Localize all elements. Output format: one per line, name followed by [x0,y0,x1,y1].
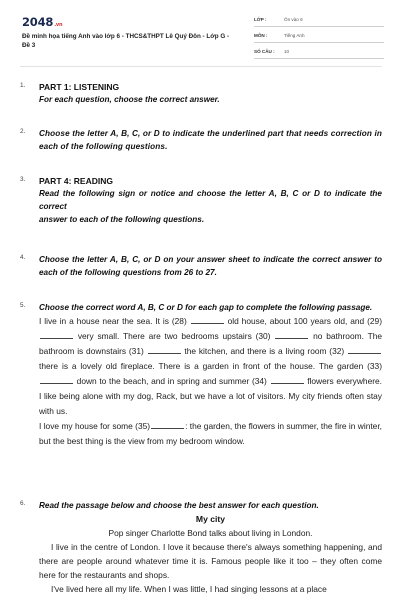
instruction-line: answer to each of the following questions. [39,215,205,224]
question-4 [20,253,382,279]
question-number: 2. [20,128,26,135]
gap-31-blank[interactable] [148,347,181,354]
meta-count-row [254,46,384,59]
brand-logo[interactable]: 2048.vn [22,15,63,29]
instruction-line: Read the following sign or notice and choose the letter A, B, C or D to indicate the correct [39,189,382,211]
gap-35-blank[interactable] [151,422,184,429]
question-6 [20,499,382,596]
question-number: 4. [20,254,26,261]
meta-class-row [254,14,384,27]
meta-subject-value: Tiếng Anh [284,33,305,38]
question-instruction: Read the passage below and choose the best answer for each question. [39,501,319,510]
gap-30-blank[interactable] [275,332,308,339]
passage-heading: My city [195,514,226,524]
question-number: 6. [20,500,26,507]
meta-class-value: Ôn vào 6 [284,17,303,22]
document-meta [254,14,384,62]
question-instruction: Choose the letter A, B, C, or D on your answer sheet to indicate the correct answer to each of the following questions from 26 to 27. [39,255,382,277]
meta-subject-row [254,30,384,43]
meta-count-value: 10 [284,49,290,54]
question-instruction: For each question, choose the correct answer. [39,95,220,104]
question-title: PART 4: READING [39,176,113,186]
gap-29-blank[interactable] [40,332,73,339]
question-instruction: Choose the correct word A, B, C or D for each gap to complete the following passage. [39,303,373,312]
reading-passage [39,540,382,596]
question-5 [20,301,382,449]
gap-34-blank[interactable] [271,377,304,384]
question-number: 1. [20,82,26,89]
header-divider [20,66,382,67]
question-title: PART 1: LISTENING [39,82,120,92]
question-2 [20,127,382,153]
passage-subheading: Pop singer Charlotte Bond talks about living in London. [108,528,313,538]
meta-subject-label: MÔN : [254,33,268,38]
question-1 [20,81,382,106]
cloze-passage-paragraph-2: I love my house for some (35) : the garden, the flowers in summer, the fire in winter, but the best thing is the view from my bedroom window. [39,421,382,446]
question-instruction [39,187,382,226]
passage-paragraph: I live in the centre of London. I love it because there's always something happening, and there are people around whatever time it is. Famous people like it too – they often come here for the restaurants and shops. [39,542,382,580]
document-title: Đề minh họa tiếng Anh vào lớp 6 - THCS&THPT Lê Quý Đôn - Lớp G - Đề 3 [22,33,230,49]
question-number: 3. [20,176,26,183]
gap-32-blank[interactable] [348,347,381,354]
gap-33-blank[interactable] [40,377,73,384]
cloze-passage: I live in a house near the sea. It is (28) old house, about 100 years old, and (29) very small. There are two bedrooms upstairs (30) no bathroom. The bathroom is downstairs (31) the kitchen, and there is a living room (32) there is a lovely old fireplace. There is a garden in front of the house. The garden (33) down to the beach, and in spring and summer (34) flowers everywhere. I like being alone with my dog, Rack, but we have a lot of visitors. My city friends often stay with us. [39,316,383,416]
gap-28-blank[interactable] [191,317,224,324]
question-number: 5. [20,302,26,309]
question-3 [20,175,382,226]
meta-count-label: SỐ CÂU : [254,49,275,54]
document-header [0,0,400,62]
question-instruction: Choose the letter A, B, C, or D to indicate the underlined part that needs correction in each of the following questions. [39,129,382,151]
passage-paragraph: I've lived here all my life. When I was little, I had singing lessons at a place [51,584,327,594]
meta-class-label: LỚP : [254,17,267,22]
